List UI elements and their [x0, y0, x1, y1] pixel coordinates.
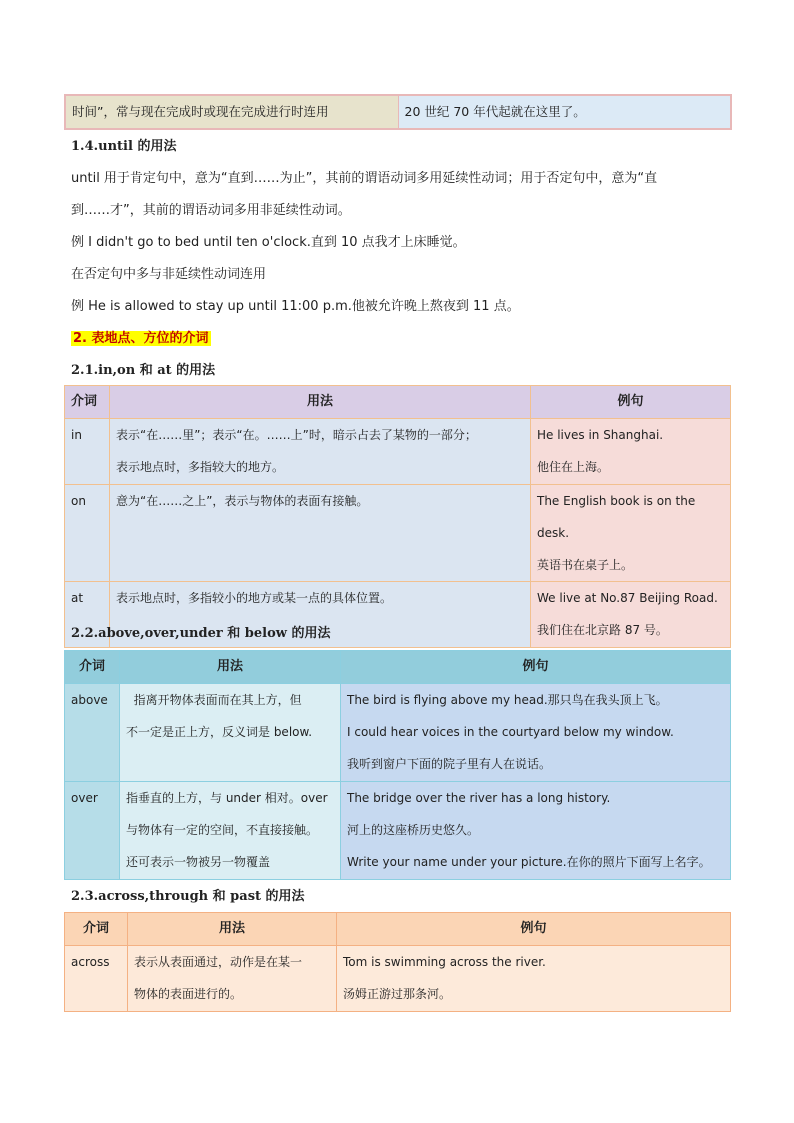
prep-cell: in	[65, 419, 110, 485]
usage-line: 不一定是正上方，反义词是 below.	[126, 725, 313, 739]
usage-cell	[128, 946, 337, 1012]
table-cell: 时间”，常与现在完成时或现在完成进行时连用	[65, 95, 398, 129]
section-heading-across-through: 2.3.across,through 和 past 的用法	[71, 889, 305, 904]
usage-line: 还可表示一物被另一物覆盖	[126, 855, 271, 869]
highlighted-heading: 2. 表地点、方位的介词	[73, 331, 209, 346]
table-header-row	[65, 651, 731, 684]
paragraph: 到……才”，其前的谓语动词多用非延续性动词。	[71, 203, 351, 218]
column-header: 例句	[531, 386, 731, 419]
table-row	[65, 95, 731, 129]
column-header: 介词	[65, 386, 110, 419]
example-line: 河上的这座桥历史悠久。	[347, 823, 480, 837]
table-row	[65, 485, 731, 582]
usage-line: 表示从表面通过，动作是在某一	[134, 955, 303, 969]
example-line: We live at No.87 Beijing Road.	[537, 591, 718, 605]
example-line: 英语书在桌子上。	[537, 558, 634, 572]
example-sentence: 例 He is allowed to stay up until 11:00 p.m.他被允许晚上熬夜到 11 点。	[71, 299, 520, 314]
column-header: 例句	[337, 913, 731, 946]
usage-cell	[120, 684, 341, 782]
example-cell	[531, 419, 731, 485]
above-over-table	[64, 650, 731, 880]
example-cell	[341, 782, 731, 880]
across-through-table	[64, 912, 731, 1012]
usage-line: 与物体有一定的空间，不直接接触。	[126, 823, 319, 837]
example-line: 汤姆正游过那条河。	[343, 987, 452, 1001]
usage-line: 表示地点时，多指较大的地方。	[116, 460, 285, 474]
column-header: 介词	[65, 913, 128, 946]
column-header: 例句	[341, 651, 731, 684]
table-header-row	[65, 386, 731, 419]
section-heading-until: 1.4.until 的用法	[71, 139, 177, 154]
example-line: I could hear voices in the courtyard below my window.	[347, 725, 674, 739]
example-line: The English book is on the desk.	[537, 494, 696, 540]
table-row	[65, 684, 731, 782]
paragraph: 在否定句中多与非延续性动词连用	[71, 267, 267, 282]
paragraph: until 用于肯定句中，意为“直到……为止”，其前的谓语动词多用延续性动词；用于否定句中，意为“直	[71, 171, 658, 186]
example-line: Write your name under your picture.在你的照片下面写上名字。	[347, 855, 711, 869]
table-row	[65, 946, 731, 1012]
prep-cell: over	[65, 782, 120, 880]
usage-line: 意为“在……之上”，表示与物体的表面有接触。	[116, 494, 369, 508]
table-row	[65, 419, 731, 485]
example-line: 我听到窗户下面的院子里有人在说话。	[347, 757, 552, 771]
example-sentence: 例 I didn't go to bed until ten o'clock.直到 10 点我才上床睡觉。	[71, 235, 466, 250]
usage-cell	[120, 782, 341, 880]
column-header: 用法	[110, 386, 531, 419]
table-row	[65, 782, 731, 880]
prep-cell: at	[65, 582, 110, 648]
usage-line: 指离开物体表面而在其上方，但	[126, 693, 302, 707]
prep-cell: above	[65, 684, 120, 782]
example-line: He lives in Shanghai.	[537, 428, 664, 442]
usage-line: 指垂直的上方，与 under 相对。over	[126, 791, 328, 805]
example-line: The bridge over the river has a long history.	[347, 791, 611, 805]
table-header-row	[65, 913, 731, 946]
usage-cell	[110, 485, 531, 582]
column-header: 用法	[120, 651, 341, 684]
table-cell: 20 世纪 70 年代起就在这里了。	[398, 95, 731, 129]
continued-table	[64, 94, 732, 130]
section-heading-above-over: 2.2.above,over,under 和 below 的用法	[71, 626, 331, 641]
example-cell	[337, 946, 731, 1012]
section-heading-in-on-at: 2.1.in,on 和 at 的用法	[71, 363, 216, 378]
chapter-heading	[71, 329, 211, 349]
usage-line: 表示“在……里”；表示“在。……上”时，暗示占去了某物的一部分；	[116, 428, 477, 442]
example-cell	[531, 582, 731, 648]
example-line: The bird is flying above my head.那只鸟在我头顶上飞。	[347, 693, 668, 707]
usage-line: 表示地点时，多指较小的地方或某一点的具体位置。	[116, 591, 393, 605]
example-line: 他住在上海。	[537, 460, 610, 474]
example-cell	[531, 485, 731, 582]
column-header: 介词	[65, 651, 120, 684]
usage-cell	[110, 419, 531, 485]
prep-cell: across	[65, 946, 128, 1012]
usage-line: 物体的表面进行的。	[134, 987, 243, 1001]
in-on-at-table	[64, 385, 731, 648]
example-line: 我们住在北京路 87 号。	[537, 623, 668, 637]
column-header: 用法	[128, 913, 337, 946]
example-line: Tom is swimming across the river.	[343, 955, 546, 969]
example-cell	[341, 684, 731, 782]
prep-cell: on	[65, 485, 110, 582]
